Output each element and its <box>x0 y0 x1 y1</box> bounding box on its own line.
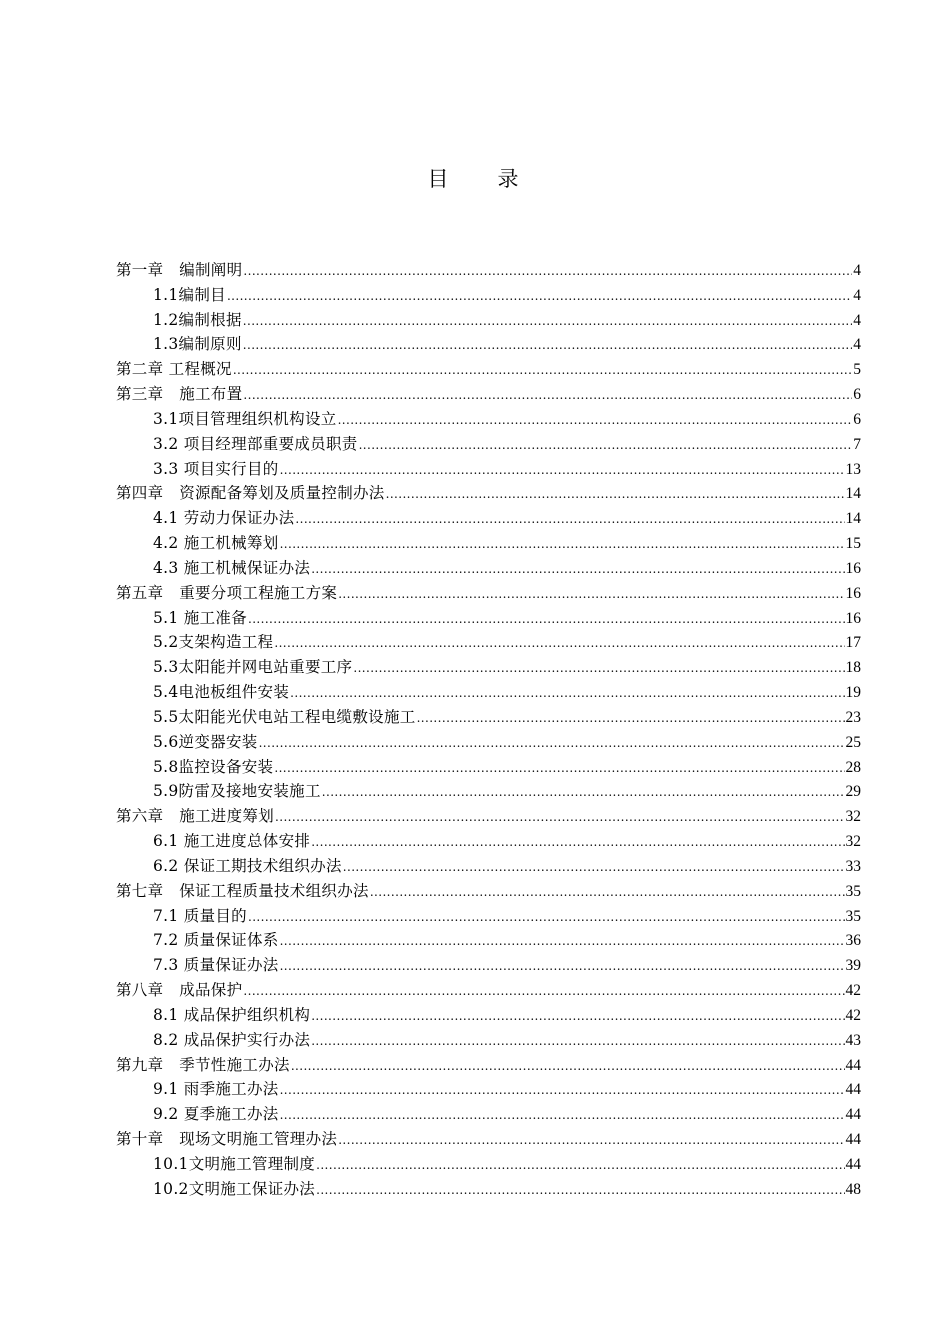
toc-chapter-entry[interactable] <box>116 382 861 407</box>
toc-entry-page-number: 17 <box>845 634 861 652</box>
toc-entry-title: 10.2文明施工保证办法 <box>153 1179 316 1198</box>
dot-leader <box>311 557 844 581</box>
dot-leader <box>291 1054 845 1078</box>
toc-entry-page-number: 44 <box>845 1081 861 1099</box>
toc-entry-title: 第二章 工程概况 <box>116 360 232 379</box>
toc-entry-title: 第九章 季节性施工办法 <box>116 1055 290 1074</box>
toc-entry-page-number: 35 <box>845 882 861 900</box>
toc-chapter-entry[interactable] <box>116 978 861 1003</box>
toc-entry-title: 3.1项目管理组织机构设立 <box>153 409 337 428</box>
dot-leader <box>259 731 845 755</box>
toc-entry-title: 5.8监控设备安装 <box>153 757 274 776</box>
toc-entry-title: 7.2 质量保证体系 <box>153 931 279 950</box>
toc-entry-title: 5.9防雷及接地安装施工 <box>153 782 321 801</box>
toc-section-entry[interactable] <box>116 680 861 705</box>
toc-entry-title: 8.2 成品保护实行办法 <box>153 1030 311 1049</box>
toc-section-entry[interactable] <box>116 308 861 333</box>
toc-entry-page-number: 7 <box>853 435 861 453</box>
toc-chapter-entry[interactable] <box>116 879 861 904</box>
toc-entry-title: 8.1 成品保护组织机构 <box>153 1005 311 1024</box>
toc-chapter-entry[interactable] <box>116 357 861 382</box>
dot-leader <box>338 582 844 606</box>
toc-entry-title: 5.4电池板组件安装 <box>153 683 290 702</box>
toc-entry-page-number: 33 <box>845 857 861 875</box>
toc-entry-title: 4.2 施工机械筹划 <box>153 534 279 553</box>
dot-leader <box>343 855 845 879</box>
dot-leader <box>243 383 852 407</box>
dot-leader <box>280 532 845 556</box>
toc-chapter-entry[interactable] <box>116 481 861 506</box>
toc-entry-title: 3.3 项目实行目的 <box>153 459 279 478</box>
dot-leader <box>243 979 844 1003</box>
dot-leader <box>280 954 845 978</box>
toc-section-entry[interactable] <box>116 904 861 929</box>
toc-entry-title: 第八章 成品保护 <box>116 981 243 1000</box>
dot-leader <box>311 1004 844 1028</box>
toc-section-entry[interactable] <box>116 407 861 432</box>
dot-leader <box>370 880 845 904</box>
toc-entry-page-number: 6 <box>853 386 861 404</box>
toc-entry-title: 4.1 劳动力保证办法 <box>153 509 295 528</box>
toc-entry-page-number: 13 <box>845 460 861 478</box>
toc-entry-title: 6.2 保证工期技术组织办法 <box>153 856 342 875</box>
toc-section-entry[interactable] <box>116 730 861 755</box>
dot-leader <box>338 408 853 432</box>
toc-entry-page-number: 48 <box>845 1180 861 1198</box>
dot-leader <box>243 333 852 357</box>
dot-leader <box>353 656 844 680</box>
toc-entry-page-number: 4 <box>853 286 861 304</box>
toc-entry-page-number: 4 <box>853 336 861 354</box>
toc-section-entry[interactable] <box>116 506 861 531</box>
toc-entry-page-number: 35 <box>845 907 861 925</box>
toc-section-entry[interactable] <box>116 1028 861 1053</box>
toc-entry-title: 5.3太阳能并网电站重要工序 <box>153 658 353 677</box>
toc-section-entry[interactable] <box>116 1102 861 1127</box>
toc-heading: 目 录 <box>427 167 533 191</box>
dot-leader <box>243 309 852 333</box>
toc-entry-page-number: 39 <box>845 957 861 975</box>
toc-entry-page-number: 6 <box>853 410 861 428</box>
toc-entry-title: 7.3 质量保证办法 <box>153 956 279 975</box>
dot-leader <box>243 259 852 283</box>
toc-entry-title: 9.1 雨季施工办法 <box>153 1080 279 1099</box>
toc-section-entry[interactable] <box>116 1077 861 1102</box>
toc-section-entry[interactable] <box>116 953 861 978</box>
toc-entry-page-number: 5 <box>853 361 861 379</box>
toc-entry-title: 第五章 重要分项工程施工方案 <box>116 583 338 602</box>
toc-entry-page-number: 25 <box>845 733 861 751</box>
toc-entry-page-number: 14 <box>845 485 861 503</box>
toc-entry-title: 3.2 项目经理部重要成员职责 <box>153 434 358 453</box>
toc-entry-page-number: 32 <box>845 808 861 826</box>
toc-section-entry[interactable] <box>116 283 861 308</box>
dot-leader <box>295 507 844 531</box>
toc-entry-title: 5.6逆变器安装 <box>153 732 258 751</box>
dot-leader <box>275 805 844 829</box>
toc-entry-page-number: 4 <box>853 311 861 329</box>
toc-entry-title: 1.2编制根据 <box>153 310 242 329</box>
toc-entry-page-number: 16 <box>845 584 861 602</box>
toc-section-entry[interactable] <box>116 606 861 631</box>
dot-leader <box>417 706 845 730</box>
toc-entry-title: 第十章 现场文明施工管理办法 <box>116 1129 338 1148</box>
dot-leader <box>227 284 852 308</box>
dot-leader <box>316 1153 844 1177</box>
dot-leader <box>322 780 845 804</box>
toc-entry-title: 10.1文明施工管理制度 <box>153 1154 316 1173</box>
toc-entry-title: 5.5太阳能光伏电站工程电缆敷设施工 <box>153 707 416 726</box>
toc-entry-page-number: 32 <box>845 833 861 851</box>
dot-leader <box>359 433 853 457</box>
dot-leader <box>280 929 845 953</box>
toc-section-entry[interactable] <box>116 705 861 730</box>
toc-entry-title: 第七章 保证工程质量技术组织办法 <box>116 881 369 900</box>
toc-entry-title: 4.3 施工机械保证办法 <box>153 558 311 577</box>
toc-chapter-entry[interactable] <box>116 258 861 283</box>
dot-leader <box>290 681 844 705</box>
toc-chapter-entry[interactable] <box>116 581 861 606</box>
toc-entry-title: 1.3编制原则 <box>153 335 242 354</box>
toc-entry-page-number: 42 <box>845 982 861 1000</box>
toc-entry-title: 1.1编制目 <box>153 285 226 304</box>
dot-leader <box>280 458 845 482</box>
toc-entry-page-number: 44 <box>845 1056 861 1074</box>
dot-leader <box>248 905 845 929</box>
toc-chapter-entry[interactable] <box>116 804 861 829</box>
toc-section-entry[interactable] <box>116 556 861 581</box>
toc-entry-title: 第四章 资源配备筹划及质量控制办法 <box>116 484 385 503</box>
toc-entry-title: 第六章 施工进度筹划 <box>116 807 275 826</box>
dot-leader <box>311 1029 844 1053</box>
toc-section-entry[interactable] <box>116 1003 861 1028</box>
dot-leader <box>274 631 844 655</box>
dot-leader <box>280 1103 845 1127</box>
toc-entry-title: 6.1 施工进度总体安排 <box>153 832 311 851</box>
dot-leader <box>280 1078 845 1102</box>
toc-section-entry[interactable] <box>116 531 861 556</box>
toc-entry-page-number: 44 <box>845 1106 861 1124</box>
toc-section-entry[interactable] <box>116 1177 861 1202</box>
toc-section-entry[interactable] <box>116 457 861 482</box>
toc-entry-title: 第一章 编制阐明 <box>116 261 243 279</box>
toc-entry-title: 7.1 质量目的 <box>153 906 247 925</box>
toc-entry-page-number: 28 <box>845 758 861 776</box>
toc-entry-title: 5.2支架构造工程 <box>153 633 274 652</box>
toc-entry-page-number: 23 <box>845 708 861 726</box>
dot-leader <box>248 607 845 631</box>
toc-entry-page-number: 43 <box>845 1031 861 1049</box>
dot-leader <box>274 756 844 780</box>
toc-entry-page-number: 19 <box>845 684 861 702</box>
toc-section-entry[interactable] <box>116 854 861 879</box>
toc-chapter-entry[interactable] <box>116 1053 861 1078</box>
toc-section-entry[interactable] <box>116 1152 861 1177</box>
dot-leader <box>233 358 852 382</box>
toc-section-entry[interactable] <box>116 928 861 953</box>
toc-entry-page-number: 16 <box>845 559 861 577</box>
toc-section-entry[interactable] <box>116 755 861 780</box>
toc-entry-page-number: 14 <box>845 510 861 528</box>
toc-entry-title: 第三章 施工布置 <box>116 385 243 404</box>
toc-entry-page-number: 4 <box>853 262 861 279</box>
dot-leader <box>311 830 844 854</box>
toc-section-entry[interactable] <box>116 829 861 854</box>
toc-entry-page-number: 18 <box>845 659 861 677</box>
toc-entry-page-number: 29 <box>845 783 861 801</box>
toc-entry-page-number: 44 <box>845 1130 861 1148</box>
toc-entry-page-number: 16 <box>845 609 861 627</box>
toc-entry-page-number: 42 <box>845 1006 861 1024</box>
toc-section-entry[interactable] <box>116 332 861 357</box>
dot-leader <box>316 1178 844 1202</box>
toc-section-entry[interactable] <box>116 655 861 680</box>
dot-leader <box>338 1128 844 1152</box>
toc-entry-page-number: 44 <box>845 1155 861 1173</box>
toc-section-entry[interactable] <box>116 432 861 457</box>
dot-leader <box>386 482 845 506</box>
toc-list <box>116 258 861 1201</box>
toc-entry-page-number: 36 <box>845 932 861 950</box>
toc-entry-title: 9.2 夏季施工办法 <box>153 1105 279 1124</box>
toc-entry-title: 5.1 施工准备 <box>153 608 247 627</box>
toc-entry-page-number: 15 <box>845 535 861 553</box>
toc-section-entry[interactable] <box>116 779 861 804</box>
toc-section-entry[interactable] <box>116 630 861 655</box>
toc-chapter-entry[interactable] <box>116 1127 861 1152</box>
